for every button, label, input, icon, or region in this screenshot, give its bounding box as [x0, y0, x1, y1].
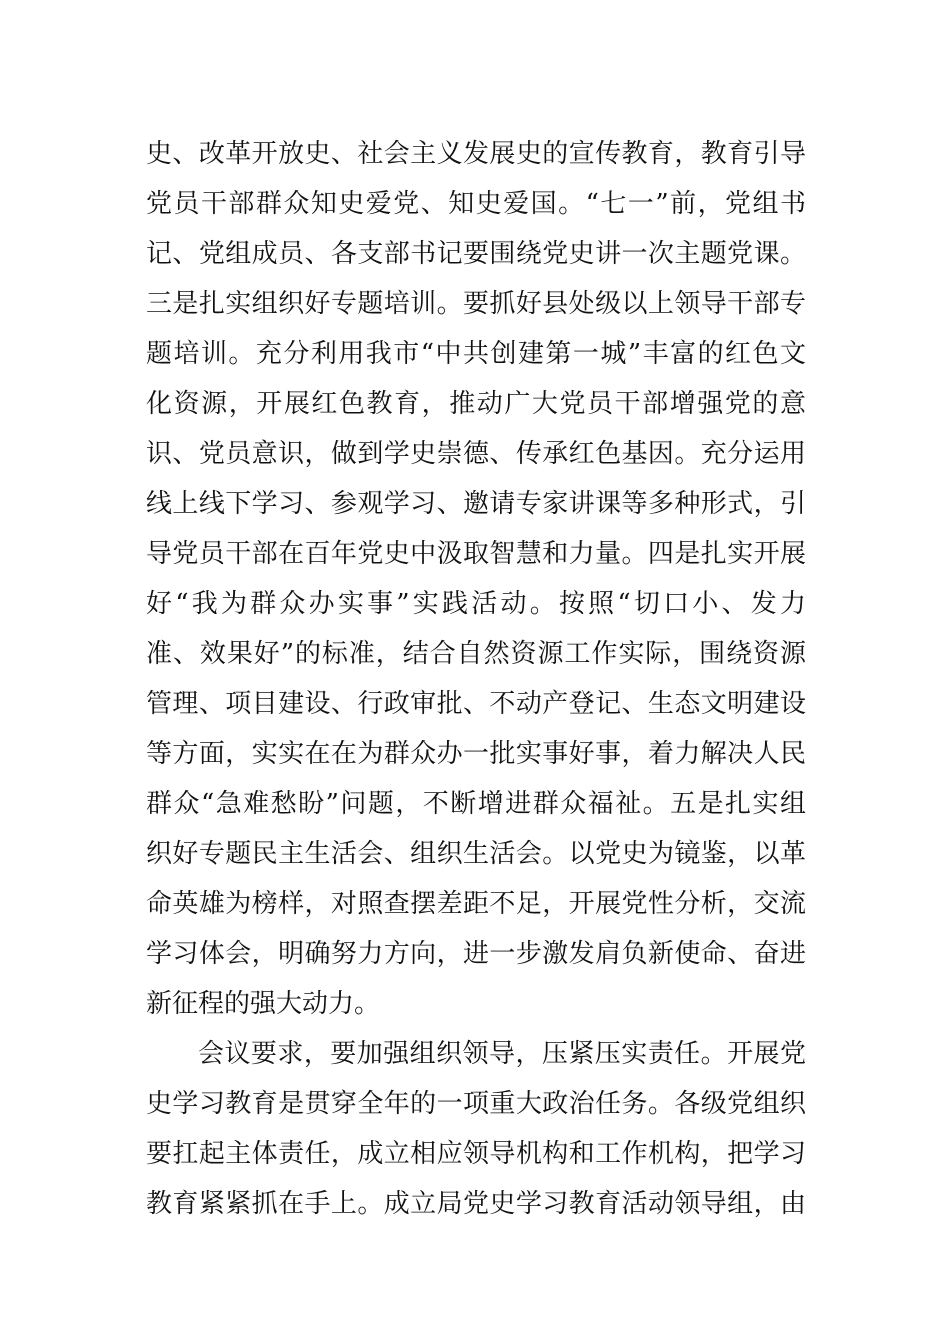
- text-line: 党员干部群众知史爱党、知史爱国。“七一”前，党组书: [146, 189, 806, 219]
- text-line: 记、党组成员、各支部书记要围绕党史讲一次主题党课。: [146, 239, 806, 269]
- text-line: 教育紧紧抓在手上。成立局党史学习教育活动领导组，由: [146, 1189, 806, 1219]
- text-line: 群众“急难愁盼”问题，不断增进群众福祉。五是扎实组: [146, 789, 806, 819]
- text-line: 识、党员意识，做到学史崇德、传承红色基因。充分运用: [146, 439, 806, 469]
- text-line: 题培训。充分利用我市“中共创建第一城”丰富的红色文: [146, 339, 806, 369]
- text-line: 史、改革开放史、社会主义发展史的宣传教育，教育引导: [146, 139, 806, 169]
- text-line: 化资源，开展红色教育，推动广大党员干部增强党的意: [146, 389, 806, 419]
- text-line: 新征程的强大动力。: [146, 989, 381, 1019]
- text-line: 织好专题民主生活会、组织生活会。以党史为镜鉴，以革: [146, 839, 806, 869]
- text-line: 三是扎实组织好专题培训。要抓好县处级以上领导干部专: [146, 289, 806, 319]
- text-line: 要扛起主体责任，成立相应领导机构和工作机构，把学习: [146, 1139, 806, 1169]
- text-line: 好“我为群众办实事”实践活动。按照“切口小、发力: [146, 589, 806, 619]
- text-line: 准、效果好”的标准，结合自然资源工作实际，围绕资源: [146, 639, 806, 669]
- text-line: 学习体会，明确努力方向，进一步激发肩负新使命、奋进: [146, 939, 806, 969]
- text-line: 管理、项目建设、行政审批、不动产登记、生态文明建设: [146, 689, 806, 719]
- text-line: 会议要求，要加强组织领导，压紧压实责任。开展党: [198, 1039, 806, 1069]
- text-line: 史学习教育是贯穿全年的一项重大政治任务。各级党组织: [146, 1089, 806, 1119]
- text-line: 命英雄为榜样，对照查摆差距不足，开展党性分析，交流: [146, 889, 806, 919]
- text-line: 等方面，实实在在为群众办一批实事好事，着力解决人民: [146, 739, 806, 769]
- text-line: 导党员干部在百年党史中汲取智慧和力量。四是扎实开展: [146, 539, 806, 569]
- text-line: 线上线下学习、参观学习、邀请专家讲课等多种形式，引: [146, 489, 806, 519]
